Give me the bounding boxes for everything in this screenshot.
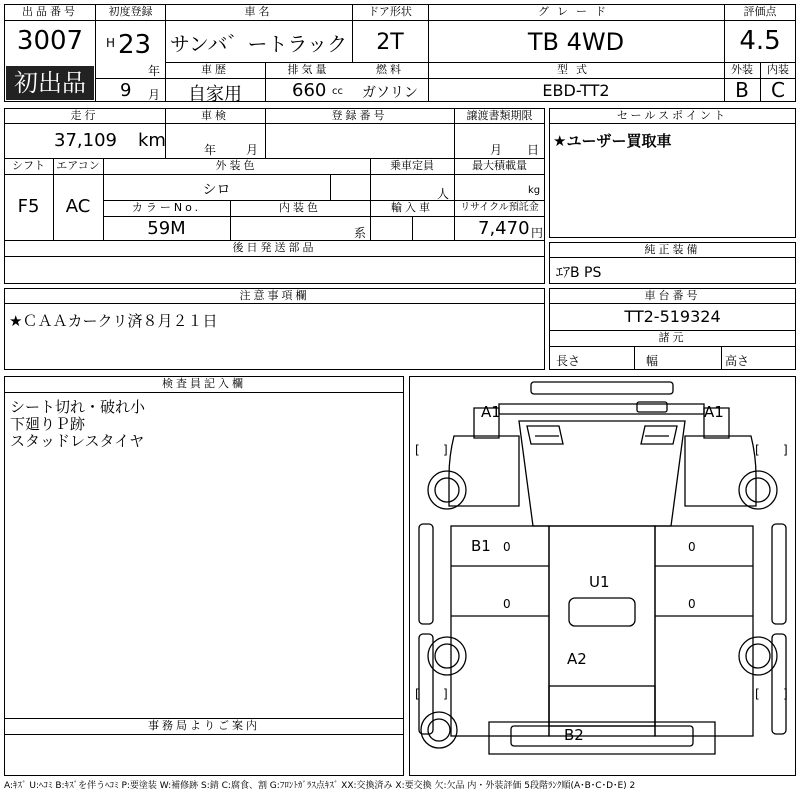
inspector-line-1: シート切れ・破れ小: [10, 398, 146, 416]
width-label: 幅: [646, 354, 659, 368]
roof-top-panel: [531, 382, 673, 394]
equipment-label: 純正装備: [644, 243, 701, 256]
mileage-unit: km: [138, 130, 166, 151]
history: 自家用: [188, 84, 242, 105]
bracket-close-top-left: ]: [443, 443, 448, 457]
recycle-unit: 円: [531, 226, 544, 240]
interior-label: 内装: [767, 63, 789, 76]
grade: TB 4WD: [527, 28, 625, 56]
color-no: 59M: [147, 218, 186, 239]
transfer-day-unit: 日: [527, 143, 540, 157]
sales-point-box: [549, 108, 796, 238]
bracket-close-bottom-right: ]: [783, 687, 788, 701]
interior-grade: C: [771, 78, 785, 102]
mark-u1: U1: [589, 573, 610, 591]
exterior-label: 外装: [731, 63, 753, 76]
sales-label: セールスポイント: [616, 109, 728, 122]
reg-label: 初度登録: [108, 5, 153, 18]
later-parts-label: 後日発送部品: [232, 241, 317, 254]
mark-b1: B1: [471, 537, 491, 555]
int-color-unit: 系: [354, 226, 367, 240]
height-label: 高さ: [725, 354, 750, 368]
model-label: 型式: [557, 63, 595, 76]
mark-a1-left: A1: [481, 403, 501, 421]
mileage-label: 走行: [70, 109, 99, 122]
caution-label: 注意事項欄: [239, 289, 310, 302]
legend-footer: A:ｷｽﾞ U:ﾍｺﾐ B:ｷｽﾞを伴うﾍｺﾐ P:要塗装 W:補修跡 S:錆 C:腐食、割 G:ﾌﾛﾝﾄｶﾞﾗｽ点ｷｽﾞ XX:交換済み X:要交換 欠:欠品 内・外装評価 5段階ﾗﾝｸ順(A･B･C･D･E) 2: [4, 781, 636, 791]
year-unit: 年: [148, 64, 161, 78]
truck-bed: [549, 686, 655, 726]
bracket-open-top-left: [: [415, 443, 420, 457]
transfer-label: 譲渡書類期限: [466, 109, 533, 122]
bracket-close-bottom-left: ]: [443, 687, 448, 701]
zero-mark-2: 0: [688, 540, 696, 554]
era: H: [106, 36, 116, 50]
inspection-year-unit: 年: [204, 143, 217, 157]
cab-body: [549, 526, 655, 736]
specs-label: 諸元: [658, 331, 687, 344]
front-right-wheel: [739, 471, 777, 509]
car-name: サンバ゛ートラック: [169, 32, 348, 56]
grade-label: グレード: [538, 5, 614, 18]
chassis-number: TT2-519324: [624, 307, 721, 326]
length-label: 長さ: [556, 354, 581, 368]
rear-right-wheel: [739, 637, 777, 675]
shift: F5: [17, 196, 40, 217]
month-unit: 月: [148, 88, 161, 102]
score: 4.5: [739, 26, 781, 56]
sales-point: ★ユーザー買取車: [553, 132, 672, 150]
import-label: 輸入車: [391, 201, 433, 214]
model: EBD-TT2: [542, 81, 610, 100]
capacity-label: 乗車定員: [390, 159, 434, 172]
displacement-unit: cc: [332, 86, 343, 97]
lot-label: 出品番号: [22, 5, 78, 18]
zero-mark-4: 0: [688, 597, 696, 611]
inspection-month-unit: 月: [246, 143, 259, 157]
load-unit: kg: [528, 185, 541, 196]
inspection-label: 車検: [201, 109, 229, 122]
color-no-label: カラーNo.: [131, 201, 202, 214]
zero-mark-1: 0: [503, 540, 511, 554]
mark-a1-right: A1: [704, 403, 724, 421]
fuel: ガソリン: [362, 85, 418, 101]
zero-mark-3: 0: [503, 597, 511, 611]
lot-number: 3007: [16, 26, 84, 56]
bracket-close-top-right: ]: [783, 443, 788, 457]
caution-text: ★ＣＡＡカークリ済８月２１日: [9, 312, 218, 330]
history-label: 車歴: [201, 63, 229, 76]
bracket-open-bottom-right: [: [755, 687, 760, 701]
ac-label: エアコン: [56, 159, 100, 172]
displacement: 660: [292, 80, 327, 101]
ac: AC: [65, 196, 91, 217]
regno-label: 登録番号: [331, 109, 388, 122]
equipment: ｴｱB PS: [556, 265, 602, 281]
ext-color: シロ: [202, 182, 231, 198]
bracket-open-bottom-left: [: [415, 687, 420, 701]
reg-year: 23: [118, 30, 152, 60]
capacity-unit: 人: [437, 187, 450, 201]
office-label: 事務局よりご案内: [148, 719, 260, 732]
rear-left-wheel: [428, 637, 466, 675]
inspector-label: 検査員記入欄: [162, 377, 246, 390]
displacement-label: 排気量: [287, 63, 330, 76]
ext-color-label: 外装色: [215, 159, 258, 172]
mark-a2: A2: [567, 650, 587, 668]
car-diagram: [409, 376, 796, 776]
int-color-label: 内装色: [279, 201, 321, 214]
score-label: 評価点: [743, 5, 777, 18]
first-listing-badge: 初出品: [6, 66, 94, 100]
car-name-label: 車名: [244, 5, 273, 18]
transfer-month-unit: 月: [490, 143, 503, 157]
chassis-label: 車台番号: [644, 289, 701, 302]
windshield: [519, 421, 685, 526]
mileage: 37,109: [54, 130, 117, 151]
inspector-line-3: スタッドレスタイヤ: [10, 432, 145, 450]
recycle-label: リサイクル預託金: [460, 202, 539, 213]
rear-gate: [489, 722, 715, 754]
recycle-amount: 7,470: [478, 218, 530, 239]
reg-month: 9: [120, 80, 132, 101]
door-type: 2T: [376, 30, 404, 55]
fuel-label: 燃料: [376, 63, 404, 76]
exterior-grade: B: [735, 78, 749, 102]
door-label: ドア形状: [368, 5, 412, 18]
front-left-wheel: [428, 471, 466, 509]
shift-label: シフト: [12, 159, 45, 172]
mark-b2: B2: [564, 726, 584, 744]
bracket-open-top-right: [: [755, 443, 760, 457]
inspector-line-2: 下廻りＰ跡: [10, 415, 86, 433]
load-label: 最大積載量: [472, 159, 527, 172]
